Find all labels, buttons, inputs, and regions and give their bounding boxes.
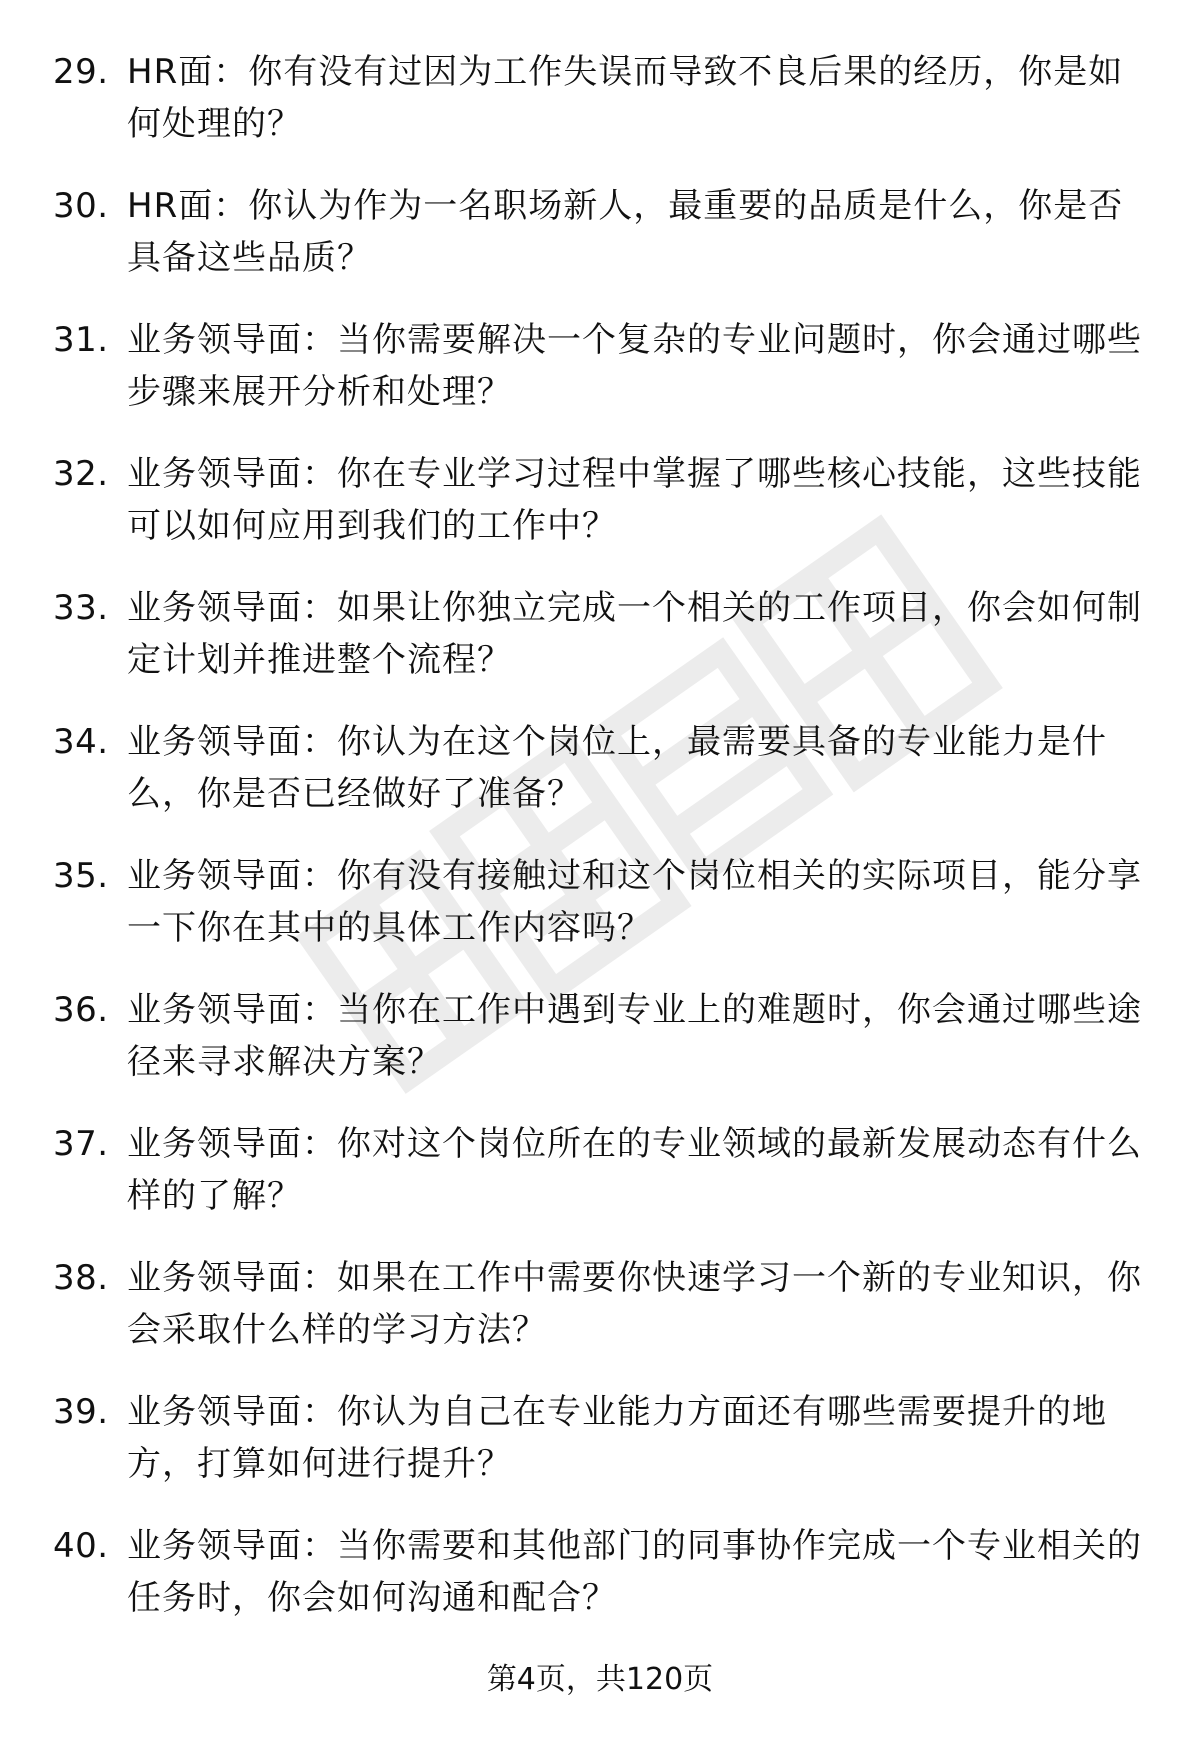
- list-item: [0, 1118, 1200, 1252]
- question-number: 30.: [53, 186, 109, 226]
- question-number: 34.: [53, 722, 109, 762]
- question-text: 业务领导面：你认为在这个岗位上，最需要具备的专业能力是什么，你是否已经做好了准备？: [127, 722, 1107, 814]
- list-item: [0, 716, 1200, 850]
- list-item: [0, 448, 1200, 582]
- list-item: [0, 314, 1200, 448]
- question-text: 业务领导面：当你需要和其他部门的同事协作完成一个专业相关的任务时，你会如何沟通和配合？: [127, 1526, 1142, 1618]
- question-number: 37.: [53, 1124, 109, 1164]
- list-item: [0, 1386, 1200, 1520]
- question-text: 业务领导面：如果让你独立完成一个相关的工作项目，你会如何制定计划并推进整个流程？: [127, 588, 1142, 680]
- question-list: [0, 46, 1200, 1654]
- question-text: 业务领导面：如果在工作中需要你快速学习一个新的专业知识，你会采取什么样的学习方法？: [127, 1258, 1142, 1350]
- question-text: HR面：你认为作为一名职场新人，最重要的品质是什么，你是否具备这些品质？: [127, 186, 1124, 278]
- list-item: [0, 180, 1200, 314]
- list-item: [0, 1252, 1200, 1386]
- list-item: [0, 1520, 1200, 1654]
- question-text: 业务领导面：你对这个岗位所在的专业领域的最新发展动态有什么样的了解？: [127, 1124, 1142, 1216]
- question-text: 业务领导面：当你需要解决一个复杂的专业问题时，你会通过哪些步骤来展开分析和处理？: [127, 320, 1142, 412]
- question-text: 业务领导面：你有没有接触过和这个岗位相关的实际项目，能分享一下你在其中的具体工作内容吗？: [127, 856, 1142, 948]
- page-number: 第4页，共120页: [486, 1662, 714, 1697]
- question-number: 29.: [53, 52, 109, 92]
- question-number: 40.: [53, 1526, 109, 1566]
- question-text: 业务领导面：你认为自己在专业能力方面还有哪些需要提升的地方，打算如何进行提升？: [127, 1392, 1107, 1484]
- question-number: 36.: [53, 990, 109, 1030]
- list-item: [0, 46, 1200, 180]
- question-text: 业务领导面：当你在工作中遇到专业上的难题时，你会通过哪些途径来寻求解决方案？: [127, 990, 1142, 1082]
- question-number: 39.: [53, 1392, 109, 1432]
- question-text: 业务领导面：你在专业学习过程中掌握了哪些核心技能，这些技能可以如何应用到我们的工作中？: [127, 454, 1142, 546]
- question-number: 33.: [53, 588, 109, 628]
- list-item: [0, 582, 1200, 716]
- list-item: [0, 850, 1200, 984]
- question-number: 32.: [53, 454, 109, 494]
- question-number: 31.: [53, 320, 109, 360]
- question-number: 35.: [53, 856, 109, 896]
- list-item: [0, 984, 1200, 1118]
- question-text: HR面：你有没有过因为工作失误而导致不良后果的经历，你是如何处理的？: [127, 52, 1124, 144]
- question-number: 38.: [53, 1258, 109, 1298]
